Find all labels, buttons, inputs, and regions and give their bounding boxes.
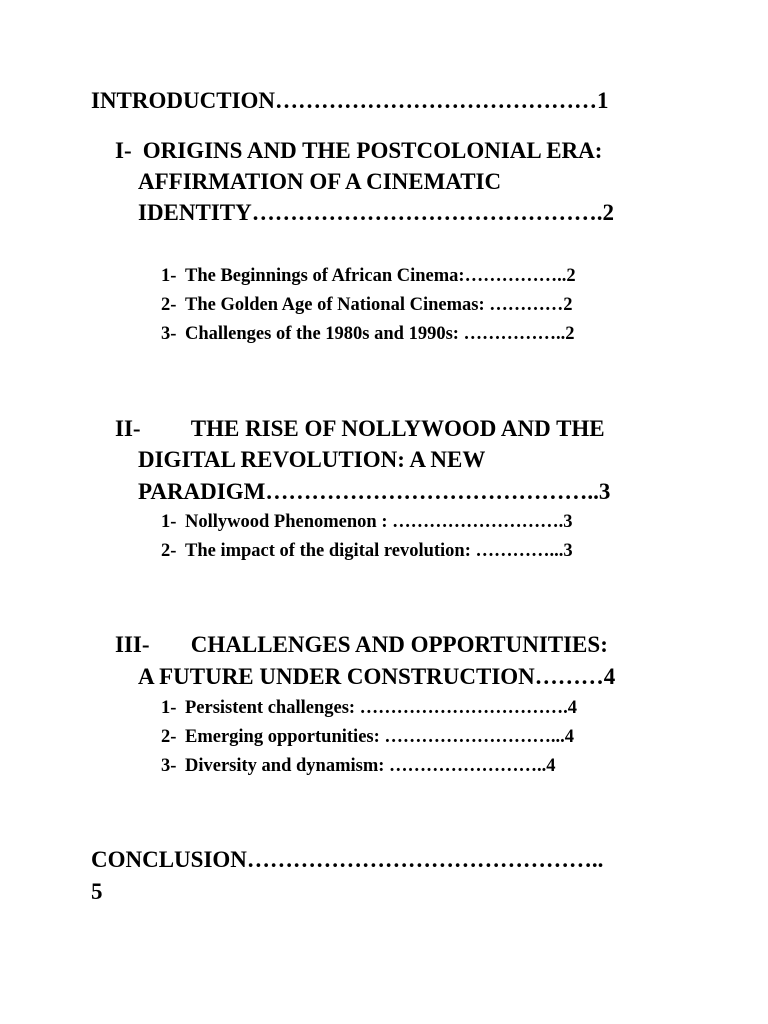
- item-text: Diversity and dynamism: ……………………..4: [185, 756, 556, 776]
- item-text: Nollywood Phenomenon : ……………………….3: [185, 512, 573, 532]
- section-3-title-line-1: CHALLENGES AND OPPORTUNITIES:: [190, 632, 608, 657]
- item-number: 1-: [161, 512, 177, 532]
- section-2-item: [161, 512, 573, 533]
- section-1-item: [161, 324, 575, 345]
- section-2-number: II-: [115, 416, 141, 441]
- toc-section-1-heading: [115, 138, 602, 164]
- section-3-item: [161, 756, 556, 777]
- section-2-item: [161, 541, 573, 562]
- toc-conclusion-page: 5: [91, 879, 103, 904]
- item-text: The Golden Age of National Cinemas: …………2: [185, 295, 573, 315]
- section-3-item: [161, 698, 577, 719]
- section-1-item: [161, 266, 576, 287]
- item-number: 3-: [161, 324, 177, 344]
- item-number: 2-: [161, 541, 177, 561]
- toc-conclusion: CONCLUSION………………………………………..: [91, 847, 604, 872]
- item-text: Persistent challenges: …………………………….4: [185, 698, 578, 718]
- section-2-title-line-1: THE RISE OF NOLLYWOOD AND THE: [190, 416, 605, 441]
- section-2-title-line-3: PARADIGM……………………………………..3: [138, 479, 611, 504]
- item-number: 1-: [161, 698, 177, 718]
- section-2-title-line-2: DIGITAL REVOLUTION: A NEW: [138, 447, 486, 472]
- item-number: 1-: [161, 266, 177, 286]
- section-1-title-line-1: ORIGINS AND THE POSTCOLONIAL ERA:: [142, 138, 603, 163]
- item-number: 2-: [161, 727, 177, 747]
- section-1-title-line-3: IDENTITY……………………………………….2: [138, 200, 615, 225]
- section-3-title-line-2: A FUTURE UNDER CONSTRUCTION………4: [138, 664, 616, 689]
- toc-section-2-heading: [115, 416, 605, 442]
- item-text: Emerging opportunities: ………………………...4: [185, 727, 575, 747]
- section-1-number: I-: [115, 138, 132, 163]
- toc-introduction: INTRODUCTION……………………………………1: [91, 88, 609, 113]
- section-1-title-line-2: AFFIRMATION OF A CINEMATIC: [138, 169, 502, 194]
- item-text: The impact of the digital revolution: …………...3: [185, 541, 573, 561]
- toc-section-3-heading: [115, 632, 608, 658]
- item-number: 2-: [161, 295, 177, 315]
- section-1-item: [161, 295, 572, 316]
- section-3-number: III-: [115, 632, 150, 657]
- item-text: Challenges of the 1980s and 1990s: ……………..2: [185, 324, 575, 344]
- section-3-item: [161, 727, 574, 748]
- item-text: The Beginnings of African Cinema:……………..2: [185, 266, 576, 286]
- item-number: 3-: [161, 756, 177, 776]
